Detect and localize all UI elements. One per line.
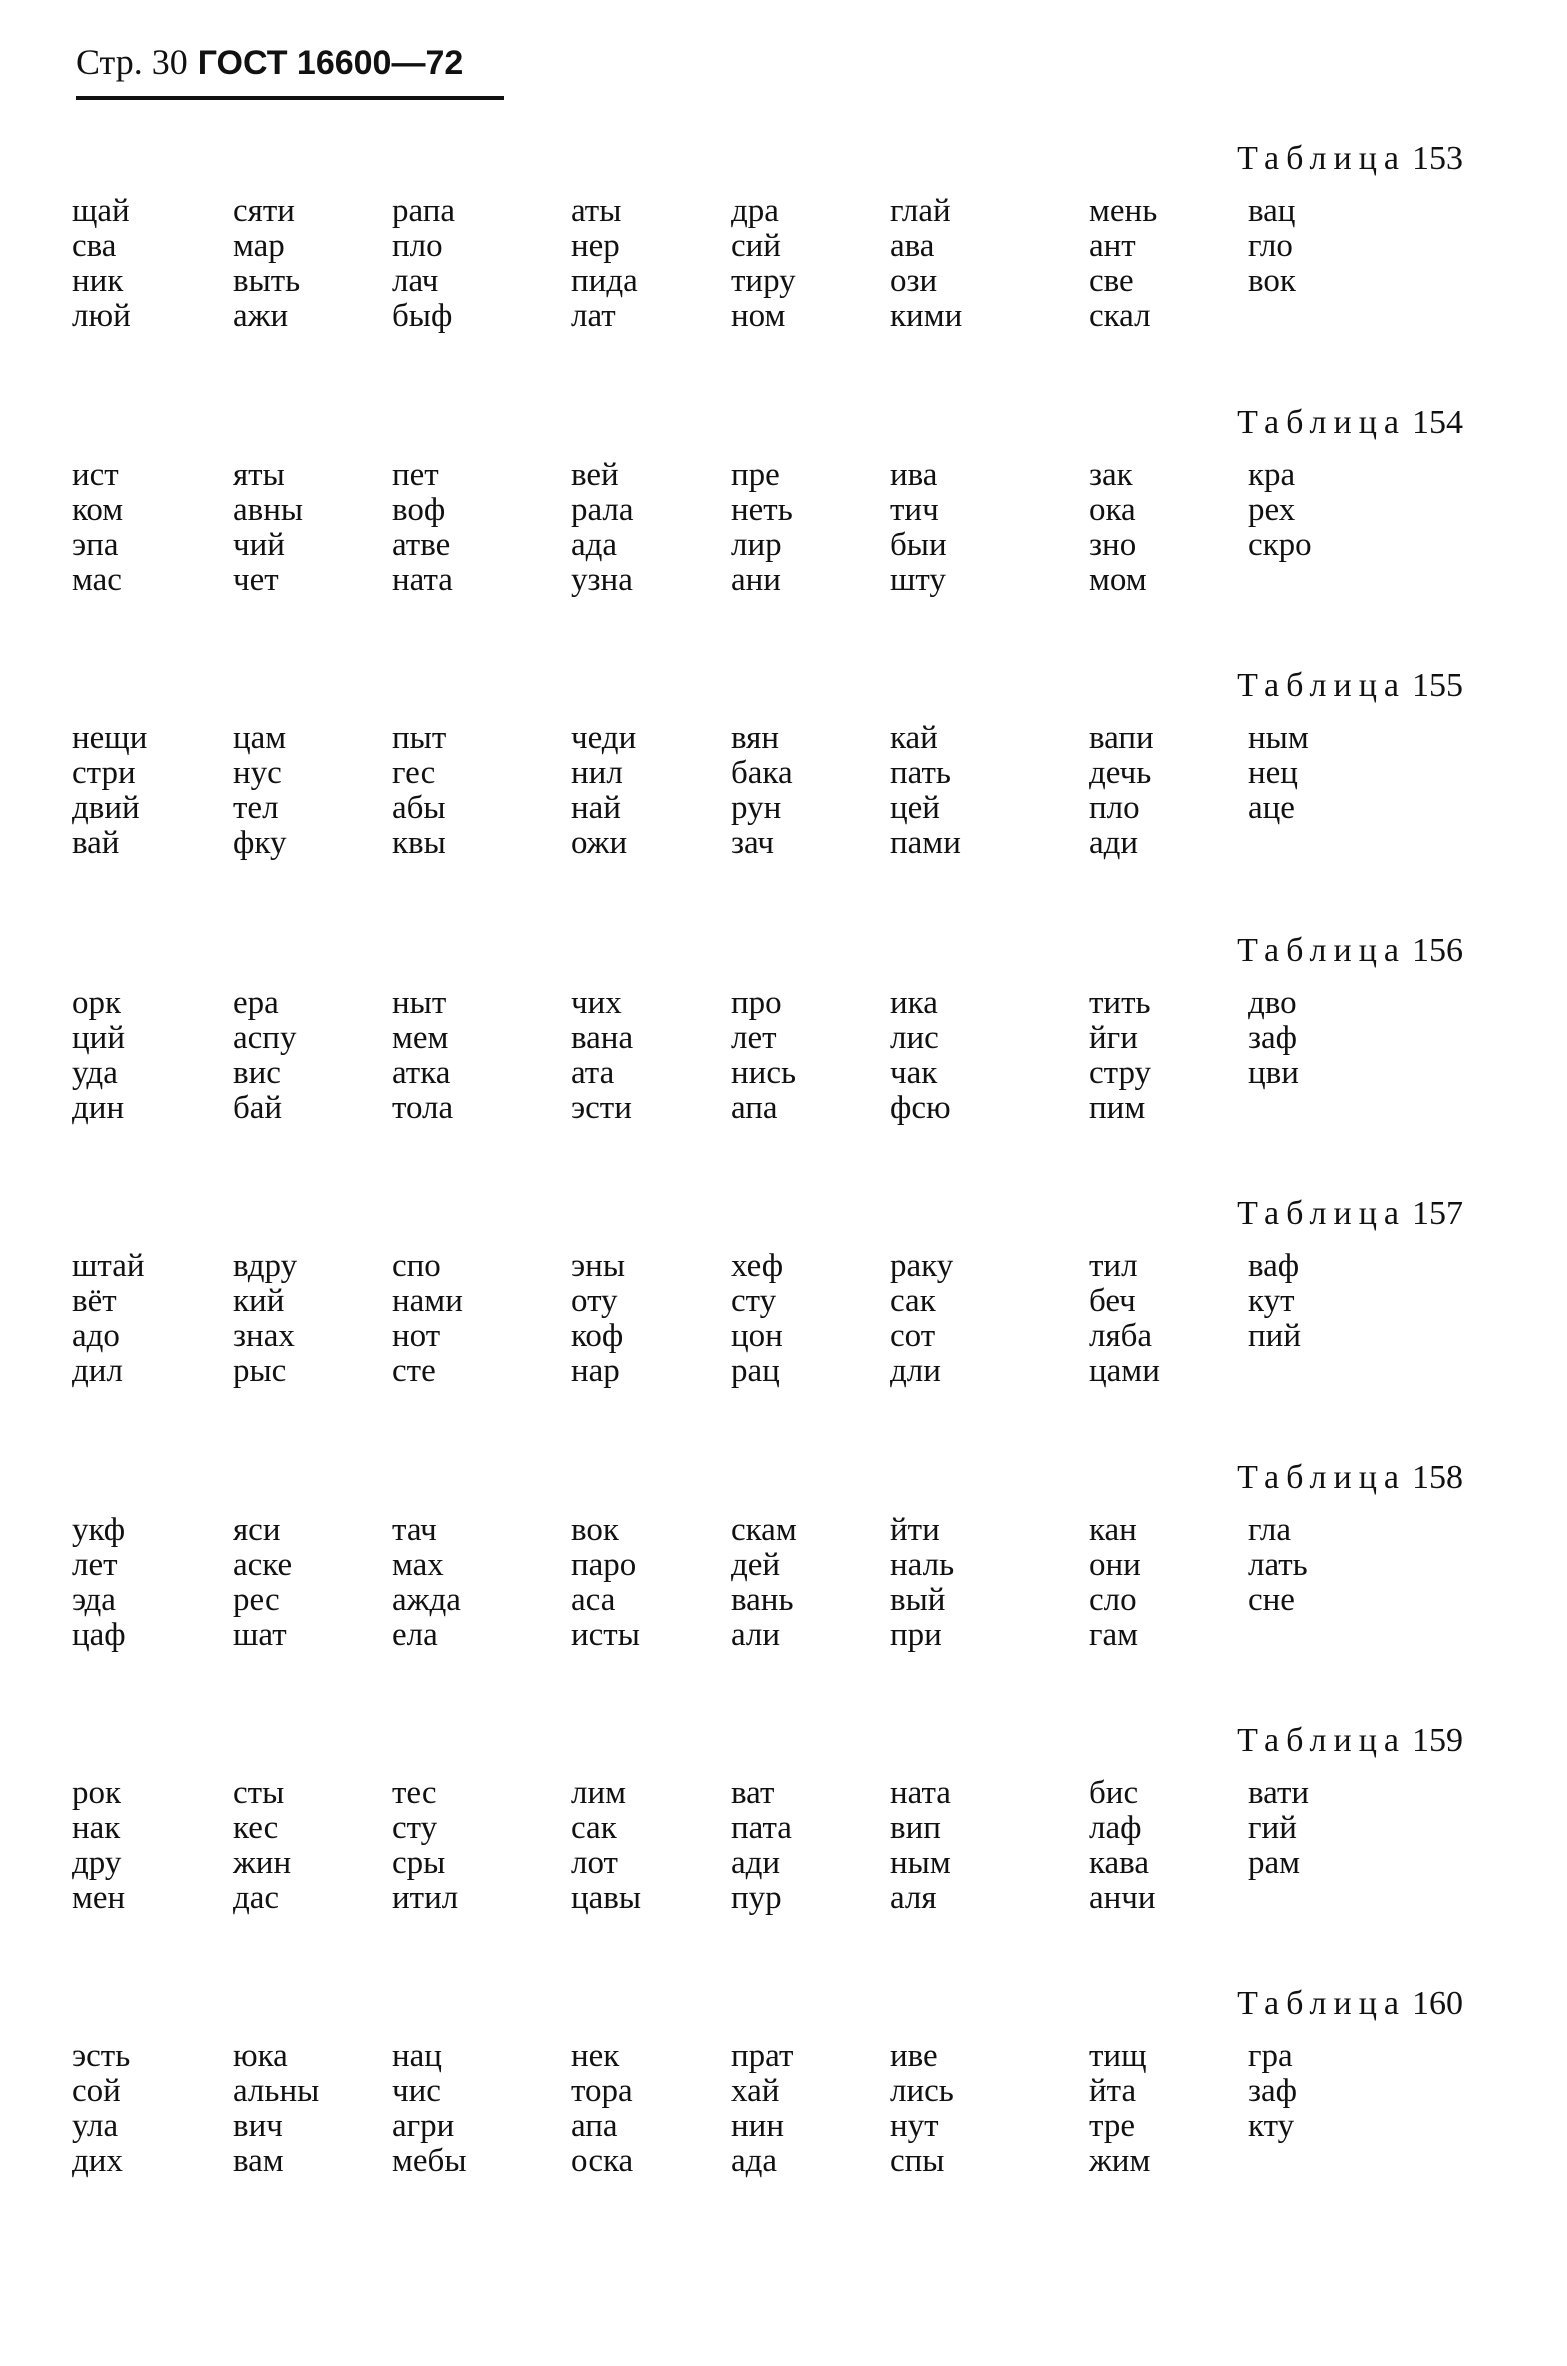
table-word: они — [1089, 1547, 1141, 1583]
table-number: 155 — [1412, 667, 1463, 704]
table-word: мас — [72, 562, 122, 598]
table-word: вок — [1248, 263, 1296, 299]
table-word: вис — [233, 1055, 281, 1091]
table-word: эны — [571, 1248, 625, 1284]
word-table — [0, 1195, 1567, 1435]
table-title-label: Таблица — [1237, 404, 1406, 441]
table-title — [1237, 1722, 1463, 1760]
table-word: скал — [1089, 298, 1151, 334]
table-word: вати — [1248, 1775, 1310, 1811]
page-label: Стр. 30 — [76, 42, 188, 82]
table-word: вип — [890, 1810, 941, 1846]
table-word: сло — [1089, 1582, 1137, 1618]
table-title — [1237, 932, 1463, 970]
table-word: атве — [392, 527, 451, 563]
table-word: пата — [731, 1810, 792, 1846]
table-word: ера — [233, 985, 279, 1021]
table-word: стру — [1089, 1055, 1152, 1091]
table-word: апа — [571, 2108, 618, 2144]
table-word: сий — [731, 228, 781, 264]
table-word: дра — [731, 193, 779, 229]
table-word: спо — [392, 1248, 441, 1284]
table-word: эсти — [571, 1090, 632, 1126]
table-word: щай — [72, 193, 130, 229]
table-word: лись — [890, 2073, 954, 2109]
table-word: сак — [890, 1283, 936, 1319]
table-word: пыт — [392, 720, 447, 756]
table-word: пим — [1089, 1090, 1146, 1126]
table-word: тора — [571, 2073, 633, 2109]
table-number: 156 — [1412, 932, 1463, 969]
table-word: шат — [233, 1617, 287, 1653]
table-word: ива — [890, 457, 938, 493]
table-word: двий — [72, 790, 140, 826]
table-word: ляба — [1089, 1318, 1153, 1354]
table-word: воф — [392, 492, 446, 528]
table-word: цаф — [72, 1617, 126, 1653]
table-word: сту — [392, 1810, 438, 1846]
table-word: вдру — [233, 1248, 298, 1284]
table-word: нами — [392, 1283, 463, 1319]
table-word: стри — [72, 755, 136, 791]
table-word: лис — [890, 1020, 939, 1056]
table-word: ажда — [392, 1582, 461, 1618]
table-word: вян — [731, 720, 779, 756]
table-word: глай — [890, 193, 951, 229]
table-word: аля — [890, 1880, 937, 1916]
table-word: сты — [233, 1775, 285, 1811]
table-word: ном — [731, 298, 786, 334]
table-word: гла — [1248, 1512, 1291, 1548]
table-word: гам — [1089, 1617, 1139, 1653]
table-word: ика — [890, 985, 938, 1021]
table-word: итил — [392, 1880, 459, 1916]
table-word: про — [731, 985, 782, 1021]
table-word: люй — [72, 298, 131, 334]
word-table — [0, 1459, 1567, 1699]
table-word: быф — [392, 298, 453, 334]
table-word: дил — [72, 1353, 123, 1389]
table-word: йти — [890, 1512, 940, 1548]
table-word: ажи — [233, 298, 289, 334]
table-word: лаф — [1089, 1810, 1142, 1846]
table-number: 153 — [1412, 140, 1463, 177]
table-title-label: Таблица — [1237, 1459, 1406, 1496]
table-word: кай — [890, 720, 938, 756]
table-word: нац — [392, 2038, 442, 2074]
table-word: нут — [890, 2108, 939, 2144]
table-word: ула — [72, 2108, 119, 2144]
table-word: сва — [72, 228, 117, 264]
table-word: апа — [731, 1090, 778, 1126]
table-word: цей — [890, 790, 940, 826]
table-word: мень — [1089, 193, 1158, 229]
table-title — [1237, 1985, 1463, 2023]
table-word: мен — [72, 1880, 126, 1916]
table-title-label: Таблица — [1237, 1985, 1406, 2022]
table-word: най — [571, 790, 621, 826]
table-word: скам — [731, 1512, 797, 1548]
table-word: бис — [1089, 1775, 1139, 1811]
table-word: пий — [1248, 1318, 1301, 1354]
table-word: чеди — [571, 720, 637, 756]
table-word: эда — [72, 1582, 116, 1618]
table-word: лет — [731, 1020, 777, 1056]
table-word: вёт — [72, 1283, 117, 1319]
table-word: ожи — [571, 825, 628, 861]
table-word: тес — [392, 1775, 437, 1811]
table-word: нещи — [72, 720, 148, 756]
table-word: нер — [571, 228, 620, 264]
table-word: ока — [1089, 492, 1136, 528]
table-word: ози — [890, 263, 938, 299]
table-word: дечь — [1089, 755, 1152, 791]
table-word: укф — [72, 1512, 126, 1548]
table-word: вич — [233, 2108, 283, 2144]
table-word: нак — [72, 1810, 121, 1846]
table-word: узна — [571, 562, 633, 598]
table-word: вац — [1248, 193, 1296, 229]
table-word: авны — [233, 492, 304, 528]
table-word: пет — [392, 457, 439, 493]
table-title — [1237, 667, 1463, 705]
table-title — [1237, 1459, 1463, 1497]
table-title-label: Таблица — [1237, 1195, 1406, 1232]
word-table — [0, 932, 1567, 1172]
word-table — [0, 1985, 1567, 2225]
table-word: ада — [731, 2143, 778, 2179]
table-word: штай — [72, 1248, 145, 1284]
table-word: чет — [233, 562, 279, 598]
table-number: 160 — [1412, 1985, 1463, 2022]
table-title-label: Таблица — [1237, 667, 1406, 704]
table-word: цви — [1248, 1055, 1299, 1091]
standard-number: ГОСТ 16600—72 — [197, 44, 464, 82]
table-word: коф — [571, 1318, 624, 1354]
table-word: кан — [1089, 1512, 1137, 1548]
table-word: аса — [571, 1582, 616, 1618]
table-word: ната — [890, 1775, 951, 1811]
table-word: рок — [72, 1775, 122, 1811]
table-word: квы — [392, 825, 446, 861]
table-word: рац — [731, 1353, 780, 1389]
table-word: лир — [731, 527, 782, 563]
table-word: сне — [1248, 1582, 1295, 1618]
table-word: пло — [392, 228, 443, 264]
table-word: дво — [1248, 985, 1297, 1021]
table-word: гло — [1248, 228, 1293, 264]
table-word: зач — [731, 825, 774, 861]
table-word: при — [890, 1617, 942, 1653]
table-word: мах — [392, 1547, 444, 1583]
table-word: зно — [1089, 527, 1137, 563]
table-word: аты — [571, 193, 622, 229]
table-word: альны — [233, 2073, 320, 2109]
table-word: шту — [890, 562, 946, 598]
table-word: бай — [233, 1090, 283, 1126]
table-word: вапи — [1089, 720, 1154, 756]
table-word: кими — [890, 298, 963, 334]
table-word: юка — [233, 2038, 288, 2074]
table-number: 157 — [1412, 1195, 1463, 1232]
table-word: тищ — [1089, 2038, 1147, 2074]
table-word: цавы — [571, 1880, 642, 1916]
table-number: 158 — [1412, 1459, 1463, 1496]
table-word: кут — [1248, 1283, 1295, 1319]
table-number: 159 — [1412, 1722, 1463, 1759]
table-word: неть — [731, 492, 793, 528]
table-word: нус — [233, 755, 282, 791]
table-word: скро — [1248, 527, 1312, 563]
table-word: чий — [233, 527, 285, 563]
table-word: тре — [1089, 2108, 1135, 2144]
table-word: вок — [571, 1512, 619, 1548]
table-word: тел — [233, 790, 279, 826]
table-word: рапа — [392, 193, 456, 229]
table-word: знах — [233, 1318, 295, 1354]
table-word: сак — [571, 1810, 617, 1846]
table-title-label: Таблица — [1237, 1722, 1406, 1759]
table-word: нот — [392, 1318, 441, 1354]
table-word: мар — [233, 228, 285, 264]
table-title — [1237, 1195, 1463, 1233]
table-word: дли — [890, 1353, 941, 1389]
table-word: ист — [72, 457, 119, 493]
table-word: атка — [392, 1055, 451, 1091]
table-word: дас — [233, 1880, 280, 1916]
table-word: аце — [1248, 790, 1295, 826]
table-word: тиру — [731, 263, 796, 299]
table-word: кава — [1089, 1845, 1149, 1881]
table-word: нек — [571, 2038, 620, 2074]
table-word: ани — [731, 562, 781, 598]
table-word: гра — [1248, 2038, 1293, 2074]
table-word: ват — [731, 1775, 775, 1811]
table-word: вый — [890, 1582, 946, 1618]
table-title-label: Таблица — [1237, 140, 1406, 177]
table-word: пами — [890, 825, 961, 861]
word-table — [0, 404, 1567, 644]
table-word: рам — [1248, 1845, 1301, 1881]
word-table — [0, 1722, 1567, 1962]
table-word: ныт — [392, 985, 447, 1021]
table-word: ций — [72, 1020, 125, 1056]
table-word: пло — [1089, 790, 1140, 826]
table-word: аске — [233, 1547, 293, 1583]
table-word: ным — [890, 1845, 951, 1881]
table-word: ната — [392, 562, 453, 598]
table-word: ади — [731, 1845, 781, 1881]
word-table — [0, 140, 1567, 380]
table-word: нец — [1248, 755, 1298, 791]
table-word: сту — [731, 1283, 777, 1319]
table-word: дей — [731, 1547, 781, 1583]
table-word: мем — [392, 1020, 449, 1056]
table-word: али — [731, 1617, 781, 1653]
table-word: ела — [392, 1617, 438, 1653]
table-word: пать — [890, 755, 951, 791]
table-word: кес — [233, 1810, 279, 1846]
table-word: гий — [1248, 1810, 1297, 1846]
table-word: ада — [571, 527, 618, 563]
table-word: цами — [1089, 1353, 1160, 1389]
table-word: лот — [571, 1845, 618, 1881]
table-word: тить — [1089, 985, 1151, 1021]
table-word: выть — [233, 263, 301, 299]
table-word: све — [1089, 263, 1134, 299]
table-word: сры — [392, 1845, 446, 1881]
table-word: заф — [1248, 2073, 1298, 2109]
table-word: адо — [72, 1318, 120, 1354]
table-word: мом — [1089, 562, 1147, 598]
table-word: сой — [72, 2073, 121, 2109]
table-word: нар — [571, 1353, 620, 1389]
table-word: вана — [571, 1020, 634, 1056]
table-word: иве — [890, 2038, 938, 2074]
table-word: заф — [1248, 1020, 1298, 1056]
table-word: кий — [233, 1283, 285, 1319]
table-word: прат — [731, 2038, 794, 2074]
table-word: анчи — [1089, 1880, 1156, 1916]
table-word: йта — [1089, 2073, 1137, 2109]
table-word: тил — [1089, 1248, 1138, 1284]
table-word: чак — [890, 1055, 938, 1091]
table-word: ным — [1248, 720, 1309, 756]
table-word: цам — [233, 720, 287, 756]
table-word: эпа — [72, 527, 119, 563]
table-word: вей — [571, 457, 619, 493]
table-word: хай — [731, 2073, 780, 2109]
table-word: паро — [571, 1547, 637, 1583]
table-word: абы — [392, 790, 446, 826]
table-word: кту — [1248, 2108, 1295, 2144]
table-word: ник — [72, 263, 124, 299]
table-word: лат — [571, 298, 616, 334]
table-word: рыс — [233, 1353, 287, 1389]
table-word: сот — [890, 1318, 936, 1354]
table-word: лет — [72, 1547, 118, 1583]
table-word: пур — [731, 1880, 782, 1916]
table-word: рун — [731, 790, 782, 826]
table-word: мебы — [392, 2143, 467, 2179]
table-word: уда — [72, 1055, 118, 1091]
table-word: ади — [1089, 825, 1139, 861]
table-word: йги — [1089, 1020, 1138, 1056]
table-word: жим — [1089, 2143, 1151, 2179]
table-word: нил — [571, 755, 623, 791]
table-word: лач — [392, 263, 439, 299]
table-word: быи — [890, 527, 947, 563]
table-word: сте — [392, 1353, 436, 1389]
table-word: оска — [571, 2143, 634, 2179]
table-word: яси — [233, 1512, 281, 1548]
table-word: хеф — [731, 1248, 784, 1284]
table-word: рес — [233, 1582, 280, 1618]
table-word: гес — [392, 755, 436, 791]
table-word: наль — [890, 1547, 955, 1583]
table-word: зак — [1089, 457, 1133, 493]
table-word: спы — [890, 2143, 945, 2179]
table-word: фсю — [890, 1090, 951, 1126]
table-title — [1237, 404, 1463, 442]
table-number: 154 — [1412, 404, 1463, 441]
table-word: агри — [392, 2108, 455, 2144]
table-word: исты — [571, 1617, 640, 1653]
table-word: чих — [571, 985, 622, 1021]
page-header — [76, 42, 463, 83]
table-word: нись — [731, 1055, 797, 1091]
table-word: сяти — [233, 193, 295, 229]
table-word: жин — [233, 1845, 292, 1881]
table-word: цон — [731, 1318, 783, 1354]
table-title-label: Таблица — [1237, 932, 1406, 969]
table-word: вай — [72, 825, 120, 861]
table-word: нин — [731, 2108, 784, 2144]
table-word: беч — [1089, 1283, 1136, 1319]
table-word: ком — [72, 492, 124, 528]
table-word: пида — [571, 263, 638, 299]
table-word: яты — [233, 457, 285, 493]
table-word: вам — [233, 2143, 284, 2179]
table-word: пре — [731, 457, 780, 493]
table-word: рех — [1248, 492, 1296, 528]
table-word: дих — [72, 2143, 123, 2179]
table-word: эсть — [72, 2038, 131, 2074]
table-word: бака — [731, 755, 793, 791]
table-word: фку — [233, 825, 287, 861]
table-word: чис — [392, 2073, 441, 2109]
table-word: ата — [571, 1055, 615, 1091]
table-word: аспу — [233, 1020, 297, 1056]
table-word: тола — [392, 1090, 454, 1126]
table-word: дин — [72, 1090, 125, 1126]
table-word: ава — [890, 228, 935, 264]
table-word: ант — [1089, 228, 1136, 264]
table-word: дру — [72, 1845, 122, 1881]
word-table — [0, 667, 1567, 907]
table-word: тач — [392, 1512, 437, 1548]
table-word: лим — [571, 1775, 627, 1811]
table-word: лать — [1248, 1547, 1308, 1583]
table-word: рала — [571, 492, 634, 528]
table-word: орк — [72, 985, 122, 1021]
table-word: оту — [571, 1283, 618, 1319]
header-rule — [76, 96, 504, 100]
table-word: кра — [1248, 457, 1296, 493]
table-word: вань — [731, 1582, 794, 1618]
table-title — [1237, 140, 1463, 178]
table-word: тич — [890, 492, 939, 528]
table-word: раку — [890, 1248, 954, 1284]
table-word: ваф — [1248, 1248, 1300, 1284]
